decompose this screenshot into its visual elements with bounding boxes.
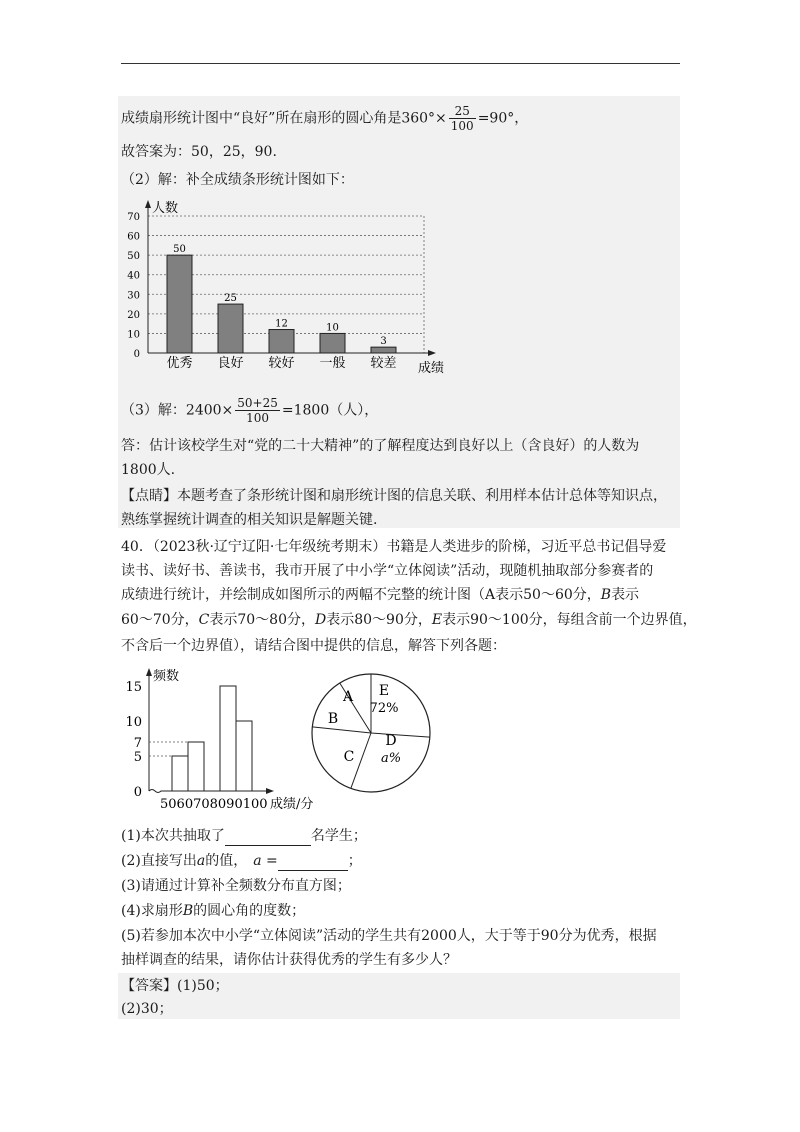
histogram-bar [220, 686, 236, 791]
pie-slice-label: B [327, 711, 339, 727]
q40-l4l: 表示 [442, 612, 471, 628]
angle-line-prefix: 成绩扇形统计图中“良好”所在扇形的圆心角是 [121, 110, 402, 127]
sub-question-5-line-2: 抽样调查的结果，请你估计获得优秀的学生有多少人？ [121, 952, 457, 968]
histogram-bar [236, 721, 252, 791]
bar [167, 255, 192, 353]
q40-l4j: 分， [403, 612, 432, 628]
page-top-rule [121, 63, 680, 64]
y-axis-arrow [146, 668, 152, 676]
pie-slice-value: a% [380, 751, 402, 766]
pie-chart-svg [308, 670, 434, 796]
sub-question-5-line-1: (5)若参加本次中小学“立体阅读”活动的学生共有2000人，大于等于90分为优秀，根据 [121, 928, 657, 944]
bar [320, 333, 345, 353]
q40-l4d: 表示 [209, 612, 238, 628]
q40-l4h: 表示 [326, 612, 355, 628]
conclusion-line-2: 1800人. [121, 462, 176, 478]
part3-frac-den: 100 [246, 411, 270, 425]
y-tick-label: 0 [133, 785, 142, 800]
bar-value-label: 25 [224, 293, 237, 305]
q40-l4g: D [315, 612, 327, 628]
x-axis-arrow [266, 788, 274, 794]
q40-line-1: 40．（2023秋·辽宁辽阳·七年级统考期末）书籍是人类进步的阶梯，习近平总书记倡导爱 [121, 539, 667, 555]
q40-l4i: 80～90 [354, 612, 404, 628]
q40-l3g: 表示 [611, 587, 640, 603]
x-tick-label: 一般 [319, 356, 346, 371]
bar-value-label: 3 [380, 336, 387, 348]
q40-l4f: 分， [287, 612, 315, 628]
pie-slice-label: D [385, 733, 397, 749]
y-tick-label: 10 [127, 329, 140, 341]
bar-chart-svg [118, 194, 454, 380]
angle-expr-right: =90° [477, 110, 515, 127]
q40-l3f: B [600, 587, 612, 603]
answer-label-line: 【答案】(1)50； [121, 978, 229, 994]
part3-prefix: （3）解： [121, 402, 186, 419]
q40-l4e: 70～80 [237, 612, 287, 628]
q40-l3a: 成绩进行统计，并绘制成如图所示的两幅不完整的统计图（ [121, 587, 485, 603]
q40-l4b: 分， [170, 612, 199, 628]
part3-fraction [235, 396, 280, 425]
answer-2-line: (2)30； [121, 1001, 173, 1017]
sub-question-3: (3)请通过计算补全频数分布直方图； [121, 878, 351, 894]
x-tick-label: 较差 [370, 356, 397, 371]
q40-line-2: 读书、读好书、善读书，我市开展了中小学“立体阅读”活动，现随机抽取部分参赛者的 [121, 563, 654, 579]
y-tick-label: 70 [127, 212, 140, 223]
bar-value-label: 12 [275, 318, 288, 330]
part3-suffix: （人）， [329, 402, 379, 419]
y-axis-title: 频数 [153, 669, 180, 684]
part2-line: （2）解：补全成绩条形统计图如下： [121, 172, 354, 188]
bar-chart-grades [118, 194, 454, 384]
y-tick-label: 30 [127, 290, 140, 302]
sub2-text-a: (2)直接写出 [121, 853, 197, 869]
y-tick-label: 5 [133, 750, 142, 765]
y-tick-label: 60 [127, 231, 140, 243]
conclusion-line-1: 答：估计该校学生对“党的二十大精神”的了解程度达到良好以上（含良好）的人数为 [121, 438, 640, 454]
sub4-text-a: (4)求扇形 [121, 903, 183, 919]
sub4-var-b: B [182, 903, 194, 919]
sub2-var-a: a [196, 853, 206, 869]
histogram-bar [172, 756, 188, 791]
pie-slice-label: C [343, 749, 355, 765]
histogram-bar [188, 742, 204, 791]
sub-question-2 [121, 851, 362, 871]
angle-fraction [449, 104, 476, 133]
pie-slice-value: 72% [369, 701, 399, 716]
part3-expr-left: 2400× [185, 402, 234, 419]
pie-chart [308, 670, 434, 800]
angle-frac-num: 25 [449, 104, 476, 119]
q40-l4c: C [198, 612, 210, 628]
answer-line: 故答案为：50，25，90. [121, 144, 277, 160]
y-tick-label: 0 [133, 349, 140, 360]
q40-l3e: 分， [572, 587, 601, 603]
comment-line-1: 【点睛】本题考查了条形统计图和扇形统计图的信息关联、利用样本估计总体等知识点， [121, 488, 667, 504]
bar-value-label: 10 [326, 322, 339, 334]
angle-frac-den: 100 [450, 119, 474, 133]
sub2-text-c: 的值， [205, 853, 248, 869]
y-tick-label: 15 [125, 680, 142, 695]
part3-line [121, 396, 378, 425]
x-tick-labels: 5060708090100 [160, 797, 268, 812]
part3-frac-num: 50+25 [237, 396, 278, 410]
q40-l4n: 分，每组含前一个边界值， [528, 612, 697, 628]
angle-line [121, 104, 528, 133]
sub2-text-e: ； [347, 853, 362, 869]
q40-line-4 [121, 610, 697, 630]
x-axis-title: 成绩 [418, 361, 445, 376]
x-tick-label: 较好 [268, 356, 295, 371]
sub1-text-a: (1)本次共抽取了 [121, 828, 225, 844]
sub-question-1 [121, 826, 367, 846]
y-tick-label: 50 [127, 251, 140, 263]
y-tick-label: 10 [125, 715, 142, 730]
pie-slice-label: E [378, 683, 390, 699]
y-tick-label: 7 [133, 736, 142, 751]
sub2-eq: a = [253, 853, 278, 869]
y-tick-label: 20 [127, 309, 140, 321]
angle-line-suffix: ， [514, 110, 529, 127]
y-axis-title: 人数 [152, 201, 179, 216]
sub4-text-c: 的圆心角的度数； [193, 903, 306, 919]
bar-value-label: 50 [173, 244, 186, 256]
bar [218, 304, 243, 353]
q40-l3d: 50～60 [523, 587, 573, 603]
y-tick-label: 40 [127, 270, 140, 282]
bar [269, 330, 294, 353]
sub1-text-b: 名学生； [310, 828, 367, 844]
angle-expr-left: 360°× [401, 110, 447, 127]
x-axis-title: 成绩/分 [270, 797, 314, 812]
q40-l3c: 表示 [495, 587, 524, 603]
q40-line-3 [121, 585, 639, 605]
x-tick-label: 良好 [217, 356, 244, 371]
sub-question-4 [121, 901, 305, 921]
sub1-blank[interactable] [225, 829, 311, 846]
q40-l3b: A [485, 587, 496, 603]
q40-line-5: 不含后一个边界值），请结合图中提供的信息，解答下列各题： [121, 638, 506, 654]
comment-line-2: 熟练掌握统计调查的相关知识是解题关键. [121, 512, 378, 528]
q40-l4m: 90～100 [470, 612, 529, 628]
q40-l4k: E [431, 612, 443, 628]
pie-slice-label: A [342, 689, 354, 705]
x-tick-label: 优秀 [166, 356, 193, 371]
sub2-blank[interactable] [278, 854, 348, 871]
q40-l4a: 60～70 [121, 612, 171, 628]
bar [371, 347, 396, 353]
part3-expr-right: =1800 [281, 402, 330, 419]
